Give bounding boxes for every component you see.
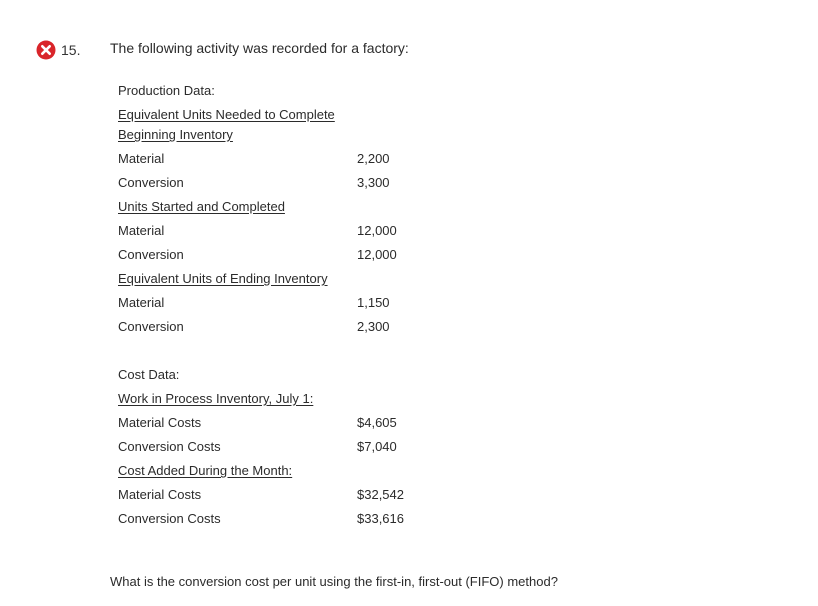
beginning-heading-line2: Beginning Inventory bbox=[118, 127, 233, 142]
error-x-icon bbox=[36, 40, 56, 60]
cost-data-heading: Cost Data: bbox=[118, 367, 180, 382]
wip-conversion-label: Conversion Costs bbox=[118, 439, 221, 454]
wip-heading: Work in Process Inventory, July 1: bbox=[118, 391, 314, 406]
beginning-conversion-value: 3,300 bbox=[357, 175, 390, 190]
wip-material-label: Material Costs bbox=[118, 415, 202, 430]
beginning-heading-line1: Equivalent Units Needed to Complete bbox=[118, 107, 335, 122]
beginning-material-label: Material bbox=[118, 151, 165, 166]
question-prompt: The following activity was recorded for a factory: bbox=[110, 40, 409, 56]
ending-material-label: Material bbox=[118, 295, 165, 310]
added-material-label: Material Costs bbox=[118, 487, 202, 502]
beginning-conversion-label: Conversion bbox=[118, 175, 184, 190]
added-material-value: $32,542 bbox=[357, 487, 404, 502]
production-data-heading: Production Data: bbox=[118, 83, 215, 98]
started-material-value: 12,000 bbox=[357, 223, 397, 238]
started-material-label: Material bbox=[118, 223, 165, 238]
started-conversion-label: Conversion bbox=[118, 247, 184, 262]
ending-inventory-heading: Equivalent Units of Ending Inventory bbox=[118, 271, 328, 286]
wip-conversion-value: $7,040 bbox=[357, 439, 397, 454]
ending-material-value: 1,150 bbox=[357, 295, 390, 310]
started-completed-heading: Units Started and Completed bbox=[118, 199, 285, 214]
beginning-material-value: 2,200 bbox=[357, 151, 390, 166]
ending-conversion-value: 2,300 bbox=[357, 319, 390, 334]
question-number: 15. bbox=[61, 42, 81, 58]
added-conversion-label: Conversion Costs bbox=[118, 511, 221, 526]
wip-material-value: $4,605 bbox=[357, 415, 397, 430]
added-conversion-value: $33,616 bbox=[357, 511, 404, 526]
final-question: What is the conversion cost per unit using the first-in, first-out (FIFO) method? bbox=[110, 574, 558, 589]
added-heading: Cost Added During the Month: bbox=[118, 463, 293, 478]
started-conversion-value: 12,000 bbox=[357, 247, 397, 262]
ending-conversion-label: Conversion bbox=[118, 319, 184, 334]
